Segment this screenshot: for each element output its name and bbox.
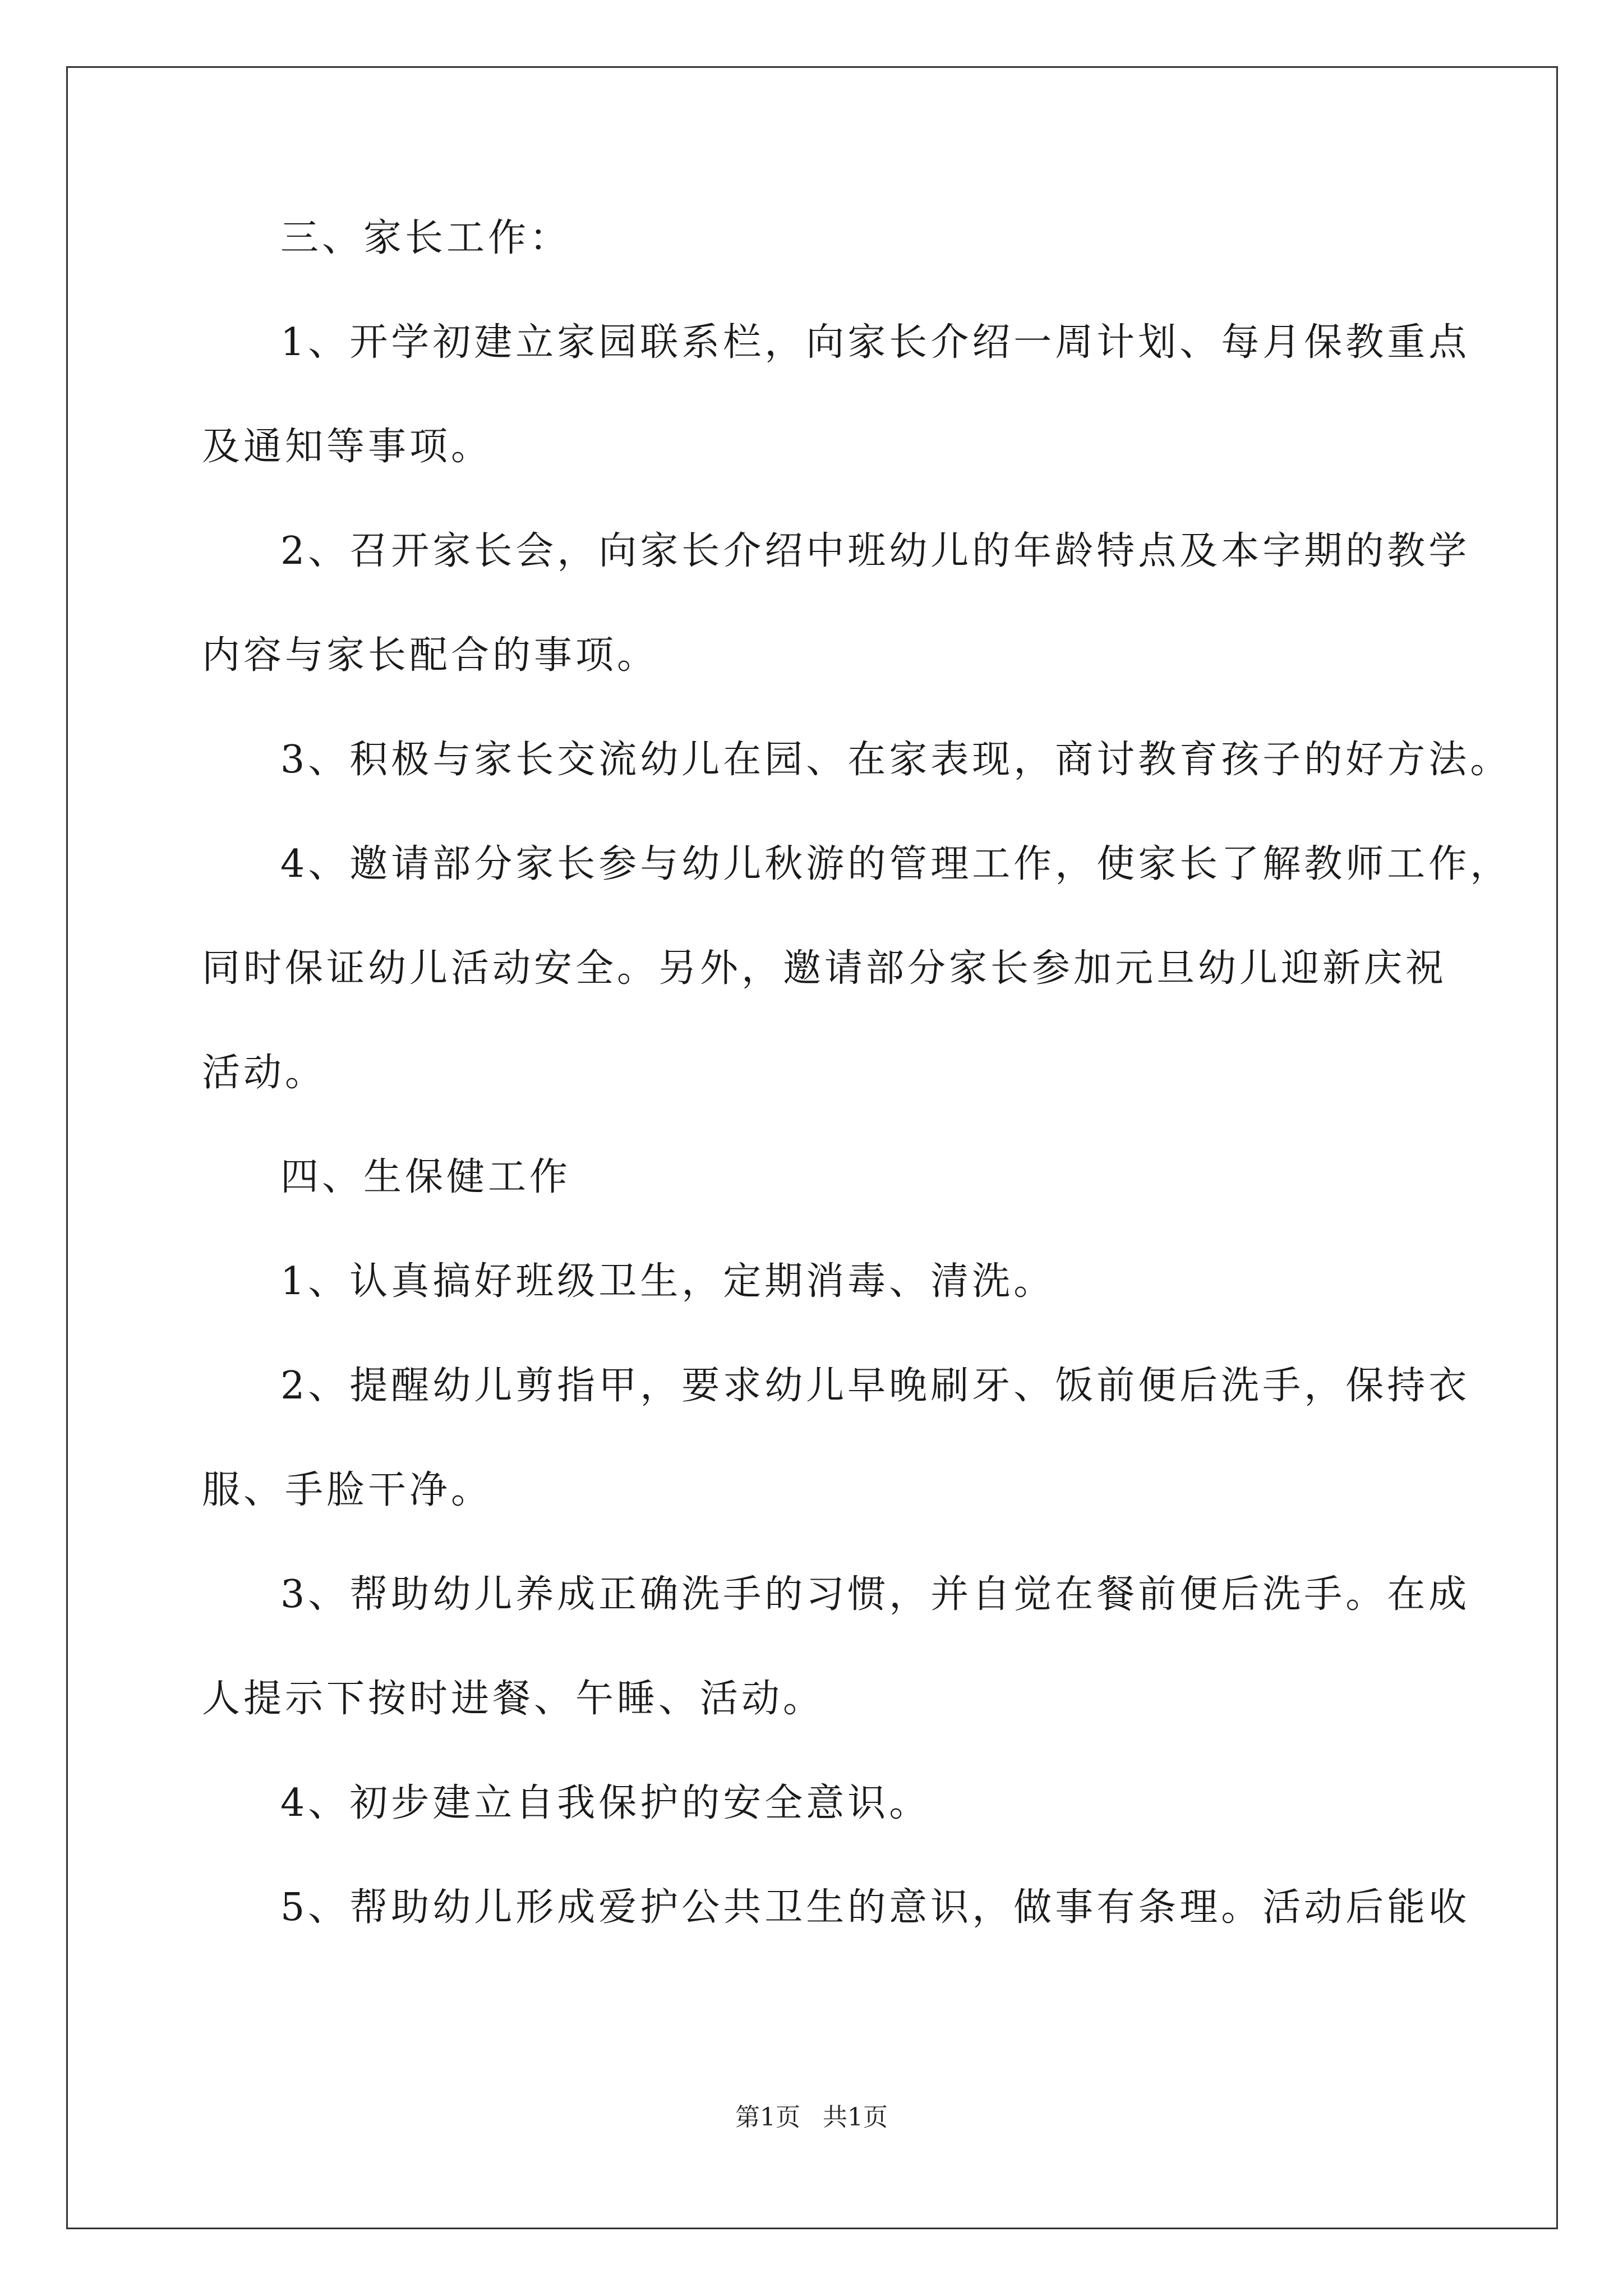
paragraph-line: 1、认真搞好班级卫生，定期消毒、清洗。 xyxy=(280,1259,1055,1304)
paragraph-line: 3、帮助幼儿养成正确洗手的习惯，并自觉在餐前便后洗手。在成 xyxy=(280,1572,1470,1617)
paragraph-line: 4、初步建立自我保护的安全意识。 xyxy=(280,1781,931,1825)
paragraph-line: 5、帮助幼儿形成爱护公共卫生的意识，做事有条理。活动后能收 xyxy=(280,1885,1470,1930)
section-heading-health: 四、生保健工作 xyxy=(280,1155,571,1199)
paragraph-line: 内容与家长配合的事项。 xyxy=(202,633,659,678)
page-footer xyxy=(0,2101,1623,2134)
paragraph-line: 4、邀请部分家长参与幼儿秋游的管理工作，使家长了解教师工作， xyxy=(280,842,1512,886)
page-total: 共1页 xyxy=(823,2103,888,2132)
paragraph-line: 3、积极与家长交流幼儿在园、在家表现，商讨教育孩子的好方法。 xyxy=(280,738,1512,782)
paragraph-line: 人提示下按时进餐、午睡、活动。 xyxy=(202,1677,825,1721)
section-heading-parents: 三、家长工作： xyxy=(280,216,571,260)
paragraph-line: 2、召开家长会，向家长介绍中班幼儿的年龄特点及本字期的教学 xyxy=(280,529,1470,573)
paragraph-line: 2、提醒幼儿剪指甲，要求幼儿早晚刷牙、饭前便后洗手，保持衣 xyxy=(280,1364,1470,1408)
paragraph-line: 同时保证幼儿活动安全。另外，邀请部分家长参加元旦幼儿迎新庆祝 xyxy=(202,946,1447,991)
paragraph-line: 服、手脸干净。 xyxy=(202,1468,493,1512)
paragraph-line: 1、开学初建立家园联系栏，向家长介绍一周计划、每月保教重点 xyxy=(280,320,1470,365)
page-number: 第1页 xyxy=(735,2103,800,2132)
paragraph-line: 活动。 xyxy=(202,1051,327,1095)
paragraph-line: 及通知等事项。 xyxy=(202,425,493,469)
